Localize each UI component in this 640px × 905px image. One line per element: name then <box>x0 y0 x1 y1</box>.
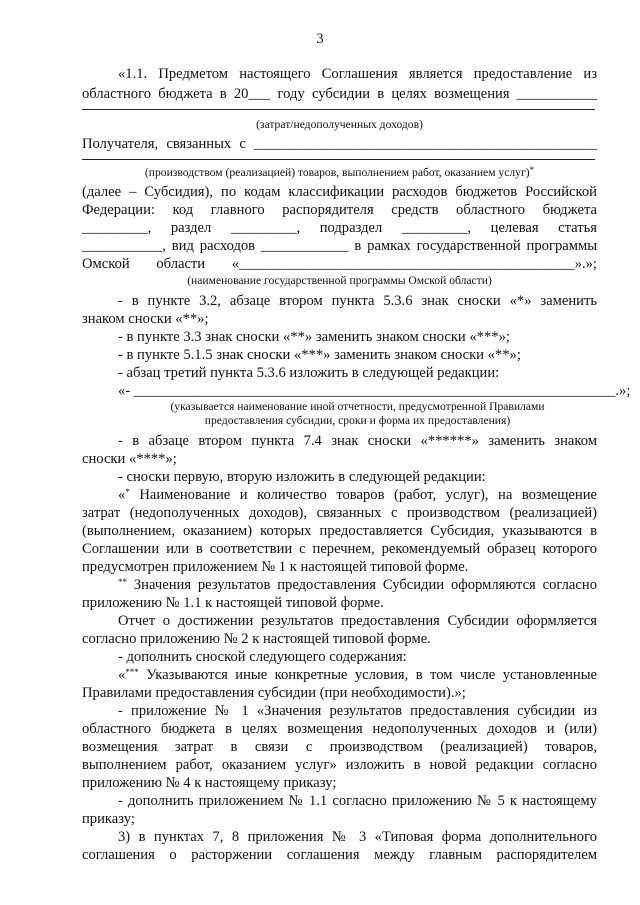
caption: (указывается наименование иной отчетности, предусмотренной Правилами <box>170 400 545 413</box>
underline-rule <box>82 109 595 110</box>
text-line: приложению № 1.1 к настоящей типовой форме. <box>82 595 384 611</box>
text-line: приложению № 4 к настоящему приказу; <box>82 775 337 791</box>
text-line: 3) в пунктах 7, 8 приложения № 3 «Типовая форма дополнительного <box>118 829 597 845</box>
text-line: согласно приложению № 2 к настоящей типовой форме. <box>82 631 431 647</box>
caption: предоставления субсидии, сроки и форма их предоставления) <box>204 414 511 427</box>
text-line: знаком сноски «**»; <box>82 311 209 327</box>
text-line: областного бюджета в 20___ году субсидии в целях возмещения ___________ <box>82 86 597 102</box>
text-line: затрат (недополученных доходов), связанных с производством (реализацией) <box>82 505 597 521</box>
text-line: _________, раздел _________, подраздел _________, целевая статья <box>82 220 597 236</box>
text-line <box>118 486 597 504</box>
text-line: Отчет о достижении результатов предоставления Субсидии оформляется <box>118 613 597 629</box>
footnote-text: Наименование и количество товаров (работ, услуг), на возмещение <box>129 487 597 503</box>
text-line: соглашения о расторжении соглашения между главным распорядителем <box>82 847 597 863</box>
page-number: 3 <box>316 31 324 47</box>
text-line: - в пункте 3.3 знак сноски «**» заменить знаком сноски «***»; <box>118 329 510 345</box>
text-line: - дополнить сноской следующего содержания: <box>118 649 407 665</box>
text-line: Соглашении или в соответствии с перечнем, рекомендуемый образец которого <box>82 541 597 557</box>
text-line: (выполнением, оказанием) которых предоставляется Субсидия, указываются в <box>82 523 597 539</box>
text-line: Правилами предоставления субсидии (при необходимости).»; <box>82 685 466 701</box>
caption: (наименование государственной программы Омской области) <box>187 274 492 287</box>
text-line: Федерации: код главного распорядителя средств областного бюджета <box>82 202 597 218</box>
caption-text: (производством (реализацией) товаров, выполнением работ, оказанием услуг) <box>144 166 530 179</box>
text-line: - в пункте 3.2, абзаце втором пункта 5.3.6 знак сноски «*» заменить <box>118 293 597 309</box>
caption <box>82 166 597 180</box>
text-line <box>118 576 597 594</box>
text-line: «1.1. Предметом настоящего Соглашения является предоставление из <box>118 66 597 82</box>
text-line: - абзац третий пункта 5.3.6 изложить в следующей редакции: <box>118 365 500 381</box>
text-line: выполнением работ, оказанием услуг» изложить в новой редакции согласно <box>82 757 597 773</box>
text-line: - в пункте 5.1.5 знак сноски «***» заменить знаком сноски «**»; <box>118 347 521 363</box>
text-line: областного бюджета в целях возмещения недополученных доходов и (или) <box>82 721 597 737</box>
footnote-text: Указываются иные конкретные условия, в том числе установленные <box>138 667 597 683</box>
text-line: Получателя, связанных с _______________________________________________ <box>82 136 597 152</box>
text-line: - в абзаце втором пункта 7.4 знак сноски «******» заменить знаком <box>118 433 597 449</box>
text-line: предусмотрен приложением № 1 к настоящей типовой форме. <box>82 559 469 575</box>
text-line: (далее – Субсидия), по кодам классификации расходов бюджетов Российской <box>82 184 597 200</box>
text-line: ___________, вид расходов ____________ в рамках государственной программы <box>82 238 597 254</box>
text-line: сноски «****»; <box>82 451 177 467</box>
footnote-text: Значения результатов предоставления Субсидии оформляются согласно <box>127 577 597 593</box>
underline-rule <box>82 159 595 160</box>
quote-mark: « <box>118 667 126 683</box>
text-line: приказу; <box>82 811 135 827</box>
footnote-mark: * <box>125 487 130 497</box>
text-line: - сноски первую, вторую изложить в следующей редакции: <box>118 469 486 485</box>
text-line: возмещения затрат в связи с производством (реализацией) товаров, <box>82 739 597 755</box>
footnote-mark: * <box>529 165 535 175</box>
text-line: Омской области «______________________________________________».»; <box>82 256 597 272</box>
text-line <box>118 666 597 684</box>
text-line: - приложение № 1 «Значения результатов предоставления субсидии из <box>118 703 597 719</box>
footnote-mark: ** <box>118 577 127 587</box>
caption: (затрат/недополученных доходов) <box>256 118 423 131</box>
footnote-mark: *** <box>125 667 139 677</box>
text-line: - дополнить приложением № 1.1 согласно приложению № 5 к настоящему <box>118 793 597 809</box>
quote-mark: « <box>118 487 126 503</box>
text-line: «- __________________________________________________________________.»; <box>118 383 631 399</box>
